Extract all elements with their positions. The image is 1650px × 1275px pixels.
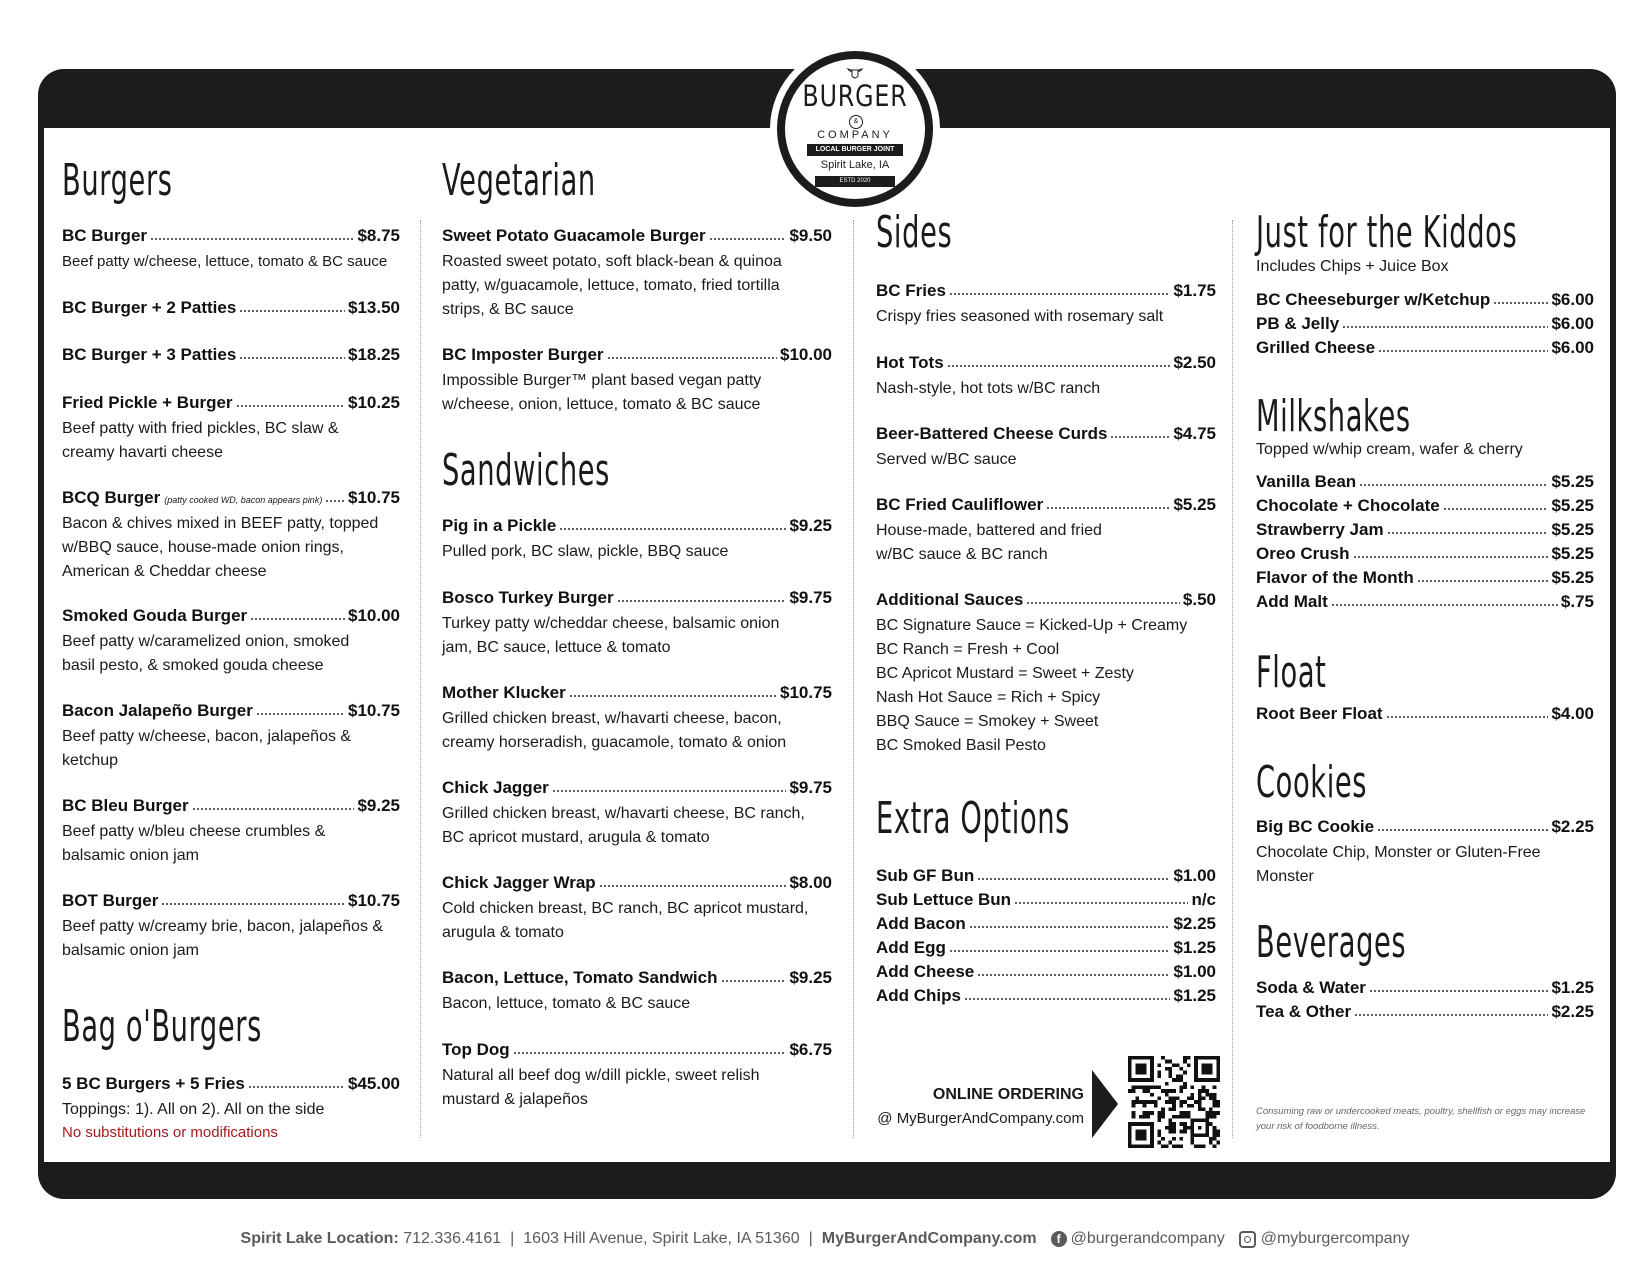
- dot-leader: [721, 969, 787, 983]
- milkshakes-list: [1256, 472, 1594, 616]
- item-price: $4.75: [1173, 424, 1216, 443]
- item-description: Grilled chicken breast, w/havarti cheese, BC ranch, BC apricot mustard, arugula & tomato: [442, 805, 805, 846]
- item-name: Beer-Battered Cheese Curds: [876, 424, 1108, 443]
- item-name: BC Fried Cauliflower: [876, 495, 1044, 514]
- footer-separator: |: [808, 1230, 813, 1247]
- item-name: Chick Jagger Wrap: [442, 873, 596, 892]
- item-name: Hot Tots: [876, 353, 944, 372]
- item-price: $5.25: [1551, 472, 1594, 491]
- item-name: Mother Klucker: [442, 683, 566, 702]
- item-description: Beef patty with fried pickles, BC slaw & creamy havarti cheese: [62, 420, 339, 461]
- sauce-line: BC Ranch = Fresh + Cool: [876, 641, 1060, 658]
- menu-item: [62, 796, 400, 868]
- menu-item: [442, 345, 832, 417]
- item-price: $1.75: [1173, 281, 1216, 300]
- dot-leader: [1378, 339, 1548, 353]
- section-title-kiddos: Just for the Kiddos: [1256, 207, 1518, 258]
- dot-leader: [977, 867, 1170, 881]
- item-description: Turkey patty w/cheddar cheese, balsamic onion jam, BC sauce, lettuce & tomato: [442, 615, 780, 656]
- item-price: $4.00: [1551, 704, 1594, 723]
- menu-item: [442, 778, 832, 850]
- item-description: Served w/BC sauce: [876, 451, 1017, 468]
- menu-item: [62, 345, 400, 369]
- item-name: Chick Jagger: [442, 778, 549, 797]
- item-description: Beef patty w/creamy brie, bacon, jalapeños & balsamic onion jam: [62, 918, 384, 959]
- item-description: Roasted sweet potato, soft black-bean & quinoa patty, w/guacamole, lettuce, tomato, fried tortilla strips, & BC sauce: [442, 253, 782, 318]
- item-price: $.75: [1560, 592, 1594, 611]
- section-title-milkshakes: Milkshakes: [1256, 391, 1411, 442]
- dot-leader: [1046, 496, 1170, 510]
- dot-leader: [1359, 473, 1548, 487]
- footer-address: 1603 Hill Avenue, Spirit Lake, IA 51360: [523, 1230, 800, 1247]
- item-name: Big BC Cookie: [1256, 817, 1375, 836]
- menu-item: [62, 1074, 400, 1144]
- section-title-float: Float: [1256, 647, 1327, 698]
- menu-item: [442, 968, 832, 1016]
- item-price: n/c: [1191, 890, 1216, 909]
- dot-leader: [569, 684, 777, 698]
- section-title-sides: Sides: [876, 207, 953, 258]
- bag-toppings: Toppings: 1). All on 2). All on the side: [62, 1101, 325, 1118]
- item-name: Bacon, Lettuce, Tomato Sandwich: [442, 968, 718, 987]
- item-price: $10.75: [348, 701, 400, 720]
- item-description: Cold chicken breast, BC ranch, BC apricot mustard, arugula & tomato: [442, 900, 809, 941]
- item-price: $5.25: [1551, 520, 1594, 539]
- logo-ampersand: &: [849, 115, 863, 129]
- item-price: $5.25: [1551, 544, 1594, 563]
- item-price: $1.25: [1551, 978, 1594, 997]
- dot-leader: [192, 797, 355, 811]
- dot-leader: [256, 702, 345, 716]
- dot-leader: [552, 779, 787, 793]
- item-name: BC Burger + 2 Patties: [62, 298, 237, 317]
- menu-item: [1256, 817, 1594, 889]
- dot-leader: [1354, 1003, 1548, 1017]
- item-name: Add Malt: [1256, 592, 1328, 611]
- menu-item: [62, 298, 400, 322]
- item-name: 5 BC Burgers + 5 Fries: [62, 1074, 245, 1093]
- item-price: $10.75: [348, 488, 400, 507]
- item-price: $9.25: [789, 968, 832, 987]
- item-price: $9.50: [789, 226, 832, 245]
- item-name: Sub GF Bun: [876, 866, 975, 885]
- food-safety-disclaimer: Consuming raw or undercooked meats, poultry, shellfish or eggs may increase your risk of foodborne illness.: [1256, 1106, 1586, 1132]
- dot-leader: [150, 227, 354, 241]
- menu-item: [442, 873, 832, 945]
- column-sides-extras: [876, 0, 1216, 1200]
- item-description: Natural all beef dog w/dill pickle, sweet relish mustard & jalapeños: [442, 1067, 760, 1108]
- dot-leader: [1443, 497, 1549, 511]
- menu-item: [62, 226, 400, 274]
- item-price: $5.25: [1551, 568, 1594, 587]
- dot-leader: [239, 299, 345, 313]
- item-price: $1.00: [1173, 962, 1216, 981]
- item-description: Bacon & chives mixed in BEEF patty, topped w/BBQ sauce, house-made onion rings, American & Cheddar cheese: [62, 515, 379, 580]
- item-price: $9.25: [357, 796, 400, 815]
- footer-location-label: Spirit Lake Location:: [240, 1230, 399, 1247]
- logo-name: BURGER: [802, 79, 908, 113]
- item-price: $10.25: [348, 393, 400, 412]
- item-price: $1.00: [1173, 866, 1216, 885]
- item-name: Vanilla Bean: [1256, 472, 1357, 491]
- item-name: Bacon Jalapeño Burger: [62, 701, 253, 720]
- dot-leader: [1331, 593, 1558, 607]
- item-price: $13.50: [348, 298, 400, 317]
- dot-leader: [248, 1075, 345, 1089]
- section-title-beverages: Beverages: [1256, 917, 1407, 968]
- item-name: Smoked Gouda Burger: [62, 606, 248, 625]
- item-name: Fried Pickle + Burger: [62, 393, 233, 412]
- column-vegetarian-sandwiches: [442, 0, 832, 1200]
- dot-leader: [1386, 705, 1549, 719]
- item-price: $6.75: [789, 1040, 832, 1059]
- item-name: Strawberry Jam: [1256, 520, 1384, 539]
- column-divider: [1232, 220, 1233, 1138]
- dot-leader: [1369, 979, 1549, 993]
- item-price: $10.75: [348, 891, 400, 910]
- item-price: $10.00: [348, 606, 400, 625]
- item-price: $2.25: [1551, 817, 1594, 836]
- item-description: Grilled chicken breast, w/havarti cheese, bacon, creamy horseradish, guacamole, tomato & onion: [442, 710, 787, 751]
- item-name: Soda & Water: [1256, 978, 1366, 997]
- section-title-cookies: Cookies: [1256, 757, 1368, 808]
- dot-leader: [949, 939, 1171, 953]
- item-name: BC Burger + 3 Patties: [62, 345, 237, 364]
- menu-item: [442, 588, 832, 660]
- item-name: Chocolate + Chocolate: [1256, 496, 1440, 515]
- footer-separator: |: [510, 1230, 515, 1247]
- item-name: BC Burger: [62, 226, 148, 245]
- online-ordering-link[interactable]: @ MyBurgerAndCompany.com: [877, 1110, 1084, 1127]
- online-ordering-title: ONLINE ORDERING: [932, 1086, 1084, 1103]
- item-description: Beef patty w/bleu cheese crumbles & balsamic onion jam: [62, 823, 326, 864]
- qr-code-icon[interactable]: [1128, 1056, 1220, 1148]
- sauce-line: Nash Hot Sauce = Rich + Spicy: [876, 689, 1101, 706]
- footer-instagram-link[interactable]: @myburgercompany: [1260, 1230, 1410, 1247]
- item-name: Bosco Turkey Burger: [442, 588, 614, 607]
- dot-leader: [236, 394, 345, 408]
- item-name: Additional Sauces: [876, 590, 1024, 609]
- item-name: BC Bleu Burger: [62, 796, 189, 815]
- dot-leader: [969, 915, 1171, 929]
- beverages-list: [1256, 978, 1594, 1026]
- dot-leader: [1342, 315, 1548, 329]
- logo-city: Spirit Lake, IA: [820, 159, 890, 171]
- dot-leader: [977, 963, 1170, 977]
- section-subtitle-milkshakes: Topped w/whip cream, wafer & cherry: [1256, 441, 1523, 458]
- dot-leader: [161, 892, 345, 906]
- menu-item: [442, 516, 832, 564]
- dot-leader: [239, 346, 345, 360]
- menu-item: [1256, 704, 1594, 728]
- dot-leader: [709, 227, 787, 241]
- item-price: $18.25: [348, 345, 400, 364]
- item-price: $2.50: [1173, 353, 1216, 372]
- menu-item: [442, 683, 832, 755]
- arrow-right-icon: [1092, 1070, 1118, 1138]
- menu-item: [876, 495, 1216, 567]
- item-price: $9.75: [789, 778, 832, 797]
- facebook-icon: f: [1051, 1231, 1067, 1247]
- item-description: Chocolate Chip, Monster or Gluten-Free Monster: [1256, 844, 1541, 885]
- item-description: Impossible Burger™ plant based vegan patty w/cheese, onion, lettuce, tomato & BC sauce: [442, 372, 762, 413]
- menu-item: [62, 891, 400, 963]
- item-description: Nash-style, hot tots w/BC ranch: [876, 380, 1101, 397]
- item-price: $9.25: [789, 516, 832, 535]
- menu-item: [876, 281, 1216, 329]
- dot-leader: [599, 874, 787, 888]
- item-price: $5.25: [1173, 495, 1216, 514]
- menu-item: [876, 424, 1216, 472]
- logo-established: ESTD 2020: [815, 176, 895, 187]
- menu-item: [876, 353, 1216, 401]
- column-kids-desserts: [1256, 0, 1594, 1200]
- extras-list: [876, 866, 1216, 1010]
- item-price: $9.75: [789, 588, 832, 607]
- item-description: House-made, battered and fried w/BC sauce & BC ranch: [876, 522, 1102, 563]
- dot-leader: [964, 987, 1170, 1001]
- item-name: Sweet Potato Guacamole Burger: [442, 226, 706, 245]
- dot-leader: [1026, 591, 1180, 605]
- item-name: Root Beer Float: [1256, 704, 1383, 723]
- item-name: Add Cheese: [876, 962, 975, 981]
- item-description: Crispy fries seasoned with rosemary salt: [876, 308, 1164, 325]
- footer-website-link[interactable]: MyBurgerAndCompany.com: [821, 1230, 1037, 1247]
- item-name: Top Dog: [442, 1040, 510, 1059]
- dot-leader: [559, 517, 786, 531]
- column-divider: [420, 220, 421, 1138]
- section-title-extras: Extra Options: [876, 793, 1071, 844]
- item-price: $6.00: [1551, 290, 1594, 309]
- item-price: $.50: [1182, 590, 1216, 609]
- item-price: $45.00: [348, 1074, 400, 1093]
- item-name: Add Bacon: [876, 914, 966, 933]
- dot-leader: [1014, 891, 1188, 905]
- item-price: $10.75: [780, 683, 832, 702]
- sauce-line: BC Apricot Mustard = Sweet + Zesty: [876, 665, 1134, 682]
- menu-item: [62, 488, 400, 584]
- item-description: Bacon, lettuce, tomato & BC sauce: [442, 995, 691, 1012]
- dot-leader: [947, 354, 1171, 368]
- item-price: $2.25: [1173, 914, 1216, 933]
- item-price: $10.00: [780, 345, 832, 364]
- menu-item: [62, 606, 400, 678]
- item-name: Oreo Crush: [1256, 544, 1350, 563]
- dot-leader: [1377, 818, 1548, 832]
- menu-item: [62, 701, 400, 773]
- item-description: Pulled pork, BC slaw, pickle, BBQ sauce: [442, 543, 729, 560]
- item-price: $6.00: [1551, 338, 1594, 357]
- logo-company: COMPANY: [817, 129, 893, 141]
- item-description: Beef patty w/caramelized onion, smoked basil pesto, & smoked gouda cheese: [62, 633, 350, 674]
- menu-item: [62, 393, 400, 465]
- footer-facebook-link[interactable]: @burgerandcompany: [1070, 1230, 1225, 1247]
- dot-leader: [513, 1041, 787, 1055]
- dot-leader: [325, 489, 345, 503]
- bag-note: No substitutions or modifications: [62, 1124, 278, 1141]
- dot-leader: [1387, 521, 1549, 535]
- column-burgers: [62, 0, 400, 1200]
- item-name: Add Egg: [876, 938, 946, 957]
- dot-leader: [250, 607, 345, 621]
- item-name: Sub Lettuce Bun: [876, 890, 1012, 909]
- dot-leader: [1353, 545, 1549, 559]
- item-price: $8.75: [357, 226, 400, 245]
- footer: [0, 1224, 1650, 1254]
- item-price: $2.25: [1551, 1002, 1594, 1021]
- item-name: Pig in a Pickle: [442, 516, 557, 535]
- item-name: Tea & Other: [1256, 1002, 1352, 1021]
- dot-leader: [1110, 425, 1170, 439]
- item-name: BC Imposter Burger: [442, 345, 604, 364]
- section-title-bag: Bag o'Burgers: [62, 1001, 262, 1052]
- sauce-line: BC Signature Sauce = Kicked-Up + Creamy: [876, 617, 1188, 634]
- item-price: $8.00: [789, 873, 832, 892]
- menu-item: [876, 590, 1216, 758]
- item-description: Beef patty w/cheese, lettuce, tomato & BC sauce: [62, 253, 388, 270]
- section-title-sandwiches: Sandwiches: [442, 445, 611, 496]
- menu-item: [442, 226, 832, 322]
- section-title-burgers: Burgers: [62, 155, 173, 206]
- dot-leader: [1417, 569, 1549, 583]
- footer-phone[interactable]: 712.336.4161: [403, 1230, 502, 1247]
- item-name: PB & Jelly: [1256, 314, 1340, 333]
- sauce-line: BBQ Sauce = Smokey + Sweet: [876, 713, 1099, 730]
- logo-tagline: LOCAL BURGER JOINT: [807, 144, 903, 156]
- dot-leader: [949, 282, 1171, 296]
- item-name: BC Fries: [876, 281, 946, 300]
- item-note: (patty cooked WD, bacon appears pink): [164, 495, 323, 505]
- dot-leader: [617, 589, 787, 603]
- menu-item: [442, 1040, 832, 1112]
- column-divider: [853, 220, 854, 1138]
- item-name: BCQ Burger: [62, 488, 161, 507]
- item-name: BC Cheeseburger w/Ketchup: [1256, 290, 1491, 309]
- item-price: $1.25: [1173, 938, 1216, 957]
- item-name: Grilled Cheese: [1256, 338, 1376, 357]
- section-title-vegetarian: Vegetarian: [442, 155, 596, 206]
- item-name: BOT Burger: [62, 891, 159, 910]
- kiddos-list: [1256, 290, 1594, 362]
- item-price: $6.00: [1551, 314, 1594, 333]
- item-price: $1.25: [1173, 986, 1216, 1005]
- sauce-line: BC Smoked Basil Pesto: [876, 737, 1046, 754]
- dot-leader: [1493, 291, 1548, 305]
- item-price: $5.25: [1551, 496, 1594, 515]
- instagram-icon: [1239, 1231, 1256, 1248]
- item-description: Beef patty w/cheese, bacon, jalapeños & ketchup: [62, 728, 352, 769]
- section-subtitle-kiddos: Includes Chips + Juice Box: [1256, 258, 1449, 275]
- item-name: Add Chips: [876, 986, 961, 1005]
- item-name: Flavor of the Month: [1256, 568, 1414, 587]
- dot-leader: [607, 346, 777, 360]
